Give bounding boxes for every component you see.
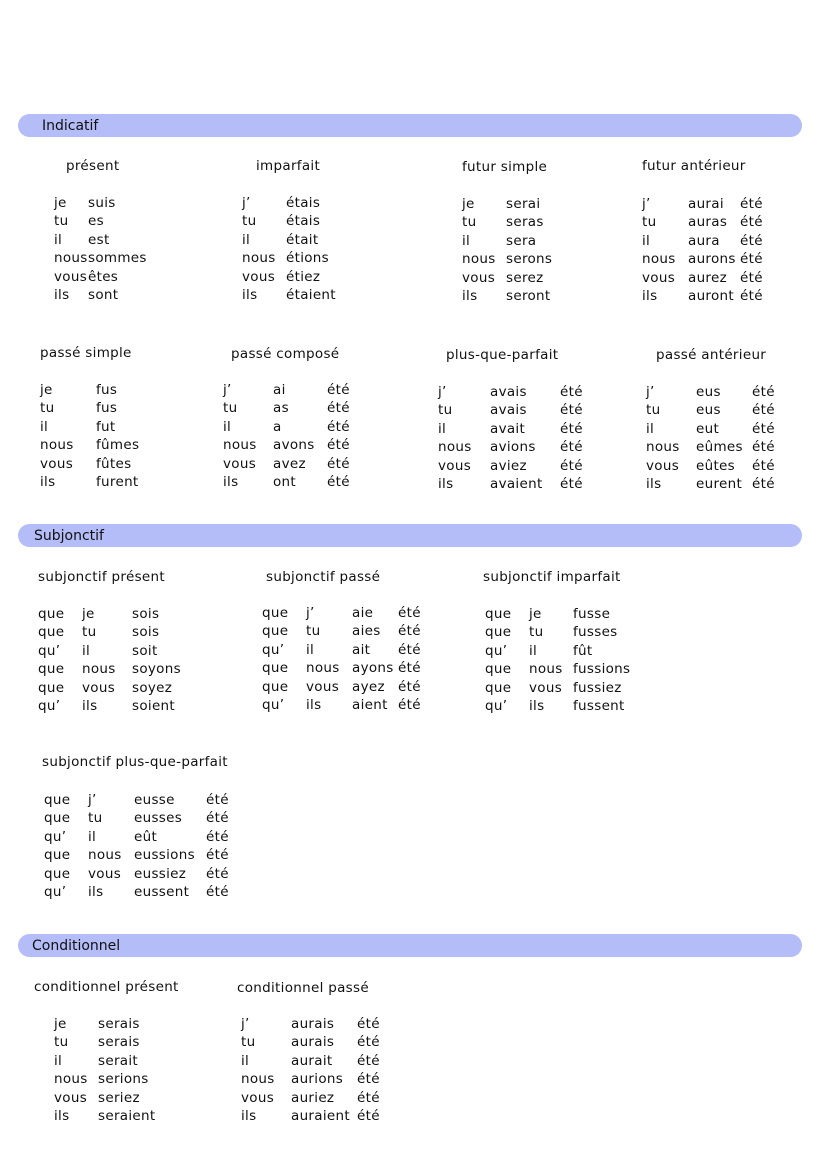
conjugation-cell: été <box>206 810 229 827</box>
conjugation-cell: tu <box>529 624 544 641</box>
conjugation-cell: qu’ <box>262 697 285 713</box>
conjugation-cell: vous <box>646 457 680 474</box>
tense-title: conditionnel présent <box>34 979 179 995</box>
conjugation-cell: je <box>82 606 95 622</box>
conjugation-cell: es <box>88 213 104 230</box>
conjugation-cell: étions <box>286 250 329 267</box>
conjugation-cell: j’ <box>306 605 315 621</box>
section-band-indicatif <box>18 114 802 137</box>
conjugation-cell: était <box>286 231 319 248</box>
conjugation-cell: tu <box>242 213 257 230</box>
conjugation-cell: que <box>38 661 65 678</box>
conjugation-cell: il <box>54 1052 63 1069</box>
conjugation-cell: ils <box>529 698 545 714</box>
conjugation-cell: fût <box>573 642 593 659</box>
conjugation-cell: furent <box>96 474 139 490</box>
conjugation-cell: ils <box>88 884 104 900</box>
conjugation-cell: été <box>327 437 350 454</box>
conjugation-cell: tu <box>438 402 453 419</box>
conjugation-cell: été <box>327 400 350 417</box>
conjugation-cell: tu <box>646 402 661 419</box>
tense-title: subjonctif passé <box>266 569 381 585</box>
conjugation-cell: nous <box>438 439 472 456</box>
conjugation-cell: suis <box>88 195 116 211</box>
conjugation-cell: avaient <box>490 476 543 492</box>
conjugation-cell: vous <box>642 269 676 286</box>
conjugation-cell: êtes <box>88 268 119 285</box>
conjugation-cell: eurent <box>696 476 743 492</box>
tense-title: passé composé <box>231 346 340 362</box>
conjugation-cell: nous <box>462 251 496 268</box>
conjugation-cell: été <box>740 214 763 231</box>
section-band-conditionnel <box>18 934 802 957</box>
conjugation-cell: nous <box>529 661 563 678</box>
conjugation-cell: que <box>38 679 65 696</box>
conjugation-cell: étais <box>286 213 321 230</box>
conjugation-cell: auras <box>688 214 728 231</box>
conjugation-cell: tu <box>223 400 238 417</box>
conjugation-cell: seriez <box>98 1089 140 1106</box>
conjugation-cell: eût <box>134 828 158 845</box>
conjugation-cell: vous <box>82 679 116 696</box>
conjugation-cell: nous <box>642 251 676 268</box>
conjugation-cell: que <box>262 605 289 621</box>
tense-title: conditionnel passé <box>237 980 369 996</box>
conjugation-cell: serai <box>506 196 541 212</box>
conjugation-cell: il <box>54 231 63 248</box>
conjugation-cell: tu <box>54 213 69 230</box>
conjugation-cell: auront <box>688 288 734 304</box>
conjugation-cell: j’ <box>646 384 655 400</box>
section-band-subjonctif <box>18 524 802 547</box>
conjugation-cell: nous <box>241 1071 275 1088</box>
conjugation-cell: été <box>740 196 763 212</box>
conjugation-cell: serais <box>98 1016 140 1032</box>
conjugation-cell: été <box>560 439 583 456</box>
conjugation-cell: nous <box>54 250 88 267</box>
conjugation-cell: avais <box>490 384 527 400</box>
tense-title: subjonctif présent <box>38 569 165 585</box>
conjugation-cell: fusse <box>573 606 611 622</box>
conjugation-cell: aurez <box>688 269 727 286</box>
conjugation-cell: serait <box>98 1052 139 1069</box>
conjugation-cell: que <box>44 865 71 882</box>
conjugation-cell: je <box>40 382 53 398</box>
conjugation-cell: vous <box>88 865 122 882</box>
conjugation-cell: nous <box>82 661 116 678</box>
conjugation-cell: qu’ <box>44 828 67 845</box>
conjugation-cell: que <box>485 624 512 641</box>
conjugation-cell: avait <box>490 420 526 437</box>
conjugation-cell: j’ <box>438 384 447 400</box>
conjugation-cell: ayons <box>352 660 394 677</box>
conjugation-cell: été <box>740 269 763 286</box>
conjugation-cell: aurais <box>291 1034 335 1051</box>
conjugation-cell: ils <box>642 288 658 304</box>
conjugation-cell: serais <box>98 1034 140 1051</box>
conjugation-cell: avions <box>490 439 536 456</box>
conjugation-cell: étais <box>286 195 321 211</box>
conjugation-cell: je <box>462 196 475 212</box>
conjugation-cell: tu <box>88 810 103 827</box>
conjugation-cell: été <box>327 418 350 435</box>
conjugation-cell: sont <box>88 287 119 303</box>
conjugation-cell: tu <box>642 214 657 231</box>
conjugation-cell: étiez <box>286 268 321 285</box>
conjugation-cell: été <box>560 457 583 474</box>
conjugation-cell: été <box>560 402 583 419</box>
conjugation-cell: vous <box>54 1089 88 1106</box>
conjugation-cell: été <box>206 847 229 864</box>
conjugation-cell: fusses <box>573 624 618 641</box>
conjugation-cell: été <box>327 474 350 490</box>
conjugation-cell: que <box>485 606 512 622</box>
conjugation-cell: été <box>357 1034 380 1051</box>
conjugation-cell: ils <box>40 474 56 490</box>
conjugation-cell: fut <box>96 418 116 435</box>
conjugation-cell: ayez <box>352 678 385 695</box>
conjugation-cell: aurais <box>291 1016 335 1032</box>
conjugation-cell: été <box>752 420 775 437</box>
conjugation-cell: été <box>357 1016 380 1032</box>
conjugation-cell: eûmes <box>696 439 743 456</box>
conjugation-cell: eus <box>696 402 721 419</box>
conjugation-cell: sommes <box>88 250 147 267</box>
conjugation-cell: serons <box>506 251 553 268</box>
conjugation-cell: été <box>740 232 763 249</box>
conjugation-cell: j’ <box>223 382 232 398</box>
conjugation-cell: il <box>529 642 538 659</box>
conjugation-cell: j’ <box>88 792 97 808</box>
conjugation-cell: aura <box>688 232 720 249</box>
conjugation-cell: il <box>223 418 232 435</box>
conjugation-cell: été <box>560 384 583 400</box>
conjugation-cell: je <box>54 1016 67 1032</box>
conjugation-cell: été <box>206 828 229 845</box>
conjugation-cell: eut <box>696 420 720 437</box>
conjugation-cell: vous <box>241 1089 275 1106</box>
conjugation-cell: j’ <box>241 1016 250 1032</box>
conjugation-cell: seras <box>506 214 544 231</box>
conjugation-cell: soient <box>132 698 175 714</box>
conjugation-cell: nous <box>88 847 122 864</box>
conjugation-cell: je <box>529 606 542 622</box>
conjugation-cell: qu’ <box>44 884 67 900</box>
conjugation-cell: que <box>262 623 289 640</box>
conjugation-cell: que <box>485 679 512 696</box>
conjugation-cell: qu’ <box>485 642 508 659</box>
conjugation-cell: été <box>398 660 421 677</box>
conjugation-cell: qu’ <box>485 698 508 714</box>
tense-title: passé simple <box>40 345 132 361</box>
conjugation-cell: été <box>398 623 421 640</box>
conjugation-cell: ont <box>273 474 297 490</box>
conjugation-cell: été <box>752 439 775 456</box>
conjugation-cell: sera <box>506 232 537 249</box>
conjugation-cell: que <box>44 847 71 864</box>
conjugation-cell: il <box>88 828 97 845</box>
conjugation-cell: fus <box>96 382 118 398</box>
conjugation-cell: été <box>740 251 763 268</box>
conjugation-cell: aient <box>352 697 388 713</box>
conjugation-cell: il <box>642 232 651 249</box>
tense-title: passé antérieur <box>656 347 767 363</box>
conjugation-cell: été <box>398 605 421 621</box>
conjugation-cell: été <box>398 641 421 658</box>
conjugation-cell: qu’ <box>38 698 61 714</box>
conjugation-cell: ils <box>54 287 70 303</box>
conjugation-cell: vous <box>438 457 472 474</box>
conjugation-cell: avons <box>273 437 315 454</box>
conjugation-cell: fussiez <box>573 679 622 696</box>
tense-title: présent <box>66 158 120 174</box>
conjugation-cell: aviez <box>490 457 527 474</box>
conjugation-cell: nous <box>223 437 257 454</box>
conjugation-cell: nous <box>306 660 340 677</box>
conjugation-cell: aie <box>352 605 374 621</box>
conjugation-cell: été <box>560 476 583 492</box>
conjugation-cell: auriez <box>291 1089 335 1106</box>
conjugation-cell: ils <box>462 288 478 304</box>
conjugation-cell: avais <box>490 402 527 419</box>
conjugation-cell: il <box>82 642 91 659</box>
conjugation-cell: ils <box>242 287 258 303</box>
conjugation-cell: que <box>38 624 65 641</box>
tense-title: plus-que-parfait <box>446 347 559 363</box>
conjugation-cell: fûtes <box>96 455 132 472</box>
conjugation-cell: été <box>398 678 421 695</box>
conjugation-cell: sois <box>132 606 160 622</box>
conjugation-cell: été <box>752 402 775 419</box>
conjugation-cell: qu’ <box>38 642 61 659</box>
conjugation-cell: qu’ <box>262 641 285 658</box>
conjugation-cell: ils <box>438 476 454 492</box>
conjugation-cell: il <box>241 1052 250 1069</box>
conjugation-cell: été <box>357 1089 380 1106</box>
tense-title: imparfait <box>256 158 321 174</box>
conjugation-cell: fûmes <box>96 437 140 454</box>
conjugation-cell: ils <box>82 698 98 714</box>
conjugation-cell: il <box>306 641 315 658</box>
conjugation-cell: ils <box>646 476 662 492</box>
conjugation-cell: été <box>560 420 583 437</box>
conjugation-cell: ils <box>54 1108 70 1124</box>
conjugation-cell: vous <box>242 268 276 285</box>
conjugation-cell: que <box>44 810 71 827</box>
tense-title: futur antérieur <box>642 158 746 174</box>
conjugation-cell: tu <box>306 623 321 640</box>
conjugation-cell: été <box>740 288 763 304</box>
conjugation-cell: tu <box>40 400 55 417</box>
conjugation-cell: tu <box>241 1034 256 1051</box>
conjugation-cell: eussent <box>134 884 190 900</box>
conjugation-cell: ai <box>273 382 286 398</box>
conjugation-cell: auraient <box>291 1108 350 1124</box>
conjugation-cell: été <box>752 457 775 474</box>
conjugation-cell: été <box>357 1052 380 1069</box>
conjugation-cell: ils <box>223 474 239 490</box>
conjugation-cell: fussent <box>573 698 625 714</box>
conjugation-cell: été <box>206 792 229 808</box>
conjugation-cell: été <box>357 1108 380 1124</box>
conjugation-cell: je <box>54 195 67 211</box>
conjugation-cell: que <box>262 660 289 677</box>
conjugation-cell: eussiez <box>134 865 187 882</box>
conjugation-cell: avez <box>273 455 306 472</box>
conjugation-cell: aurai <box>688 196 724 212</box>
conjugation-cell: ils <box>241 1108 257 1124</box>
conjugation-cell: été <box>206 884 229 900</box>
conjugation-cell: été <box>357 1071 380 1088</box>
conjugation-cell: aurons <box>688 251 736 268</box>
conjugation-cell: serez <box>506 269 544 286</box>
conjugation-cell: vous <box>223 455 257 472</box>
conjugation-cell: vous <box>40 455 74 472</box>
conjugation-cell: que <box>485 661 512 678</box>
tense-title: futur simple <box>462 159 548 175</box>
conjugation-cell: fus <box>96 400 118 417</box>
conjugation-cell: soyons <box>132 661 181 678</box>
section-title: Subjonctif <box>34 528 104 544</box>
conjugation-cell: vous <box>54 268 88 285</box>
conjugation-cell: a <box>273 418 282 435</box>
conjugation-cell: été <box>752 476 775 492</box>
conjugation-cell: eûtes <box>696 457 735 474</box>
conjugation-cell: j’ <box>242 195 251 211</box>
conjugation-cell: été <box>206 865 229 882</box>
conjugation-cell: ait <box>352 641 371 658</box>
conjugation-cell: été <box>752 384 775 400</box>
conjugation-cell: il <box>242 231 251 248</box>
conjugation-cell: eusse <box>134 792 175 808</box>
conjugation-cell: as <box>273 400 289 417</box>
conjugation-cell: que <box>262 678 289 695</box>
conjugation-cell: que <box>38 606 65 622</box>
conjugation-cell: que <box>44 792 71 808</box>
conjugation-cell: il <box>40 418 49 435</box>
conjugation-cell: vous <box>462 269 496 286</box>
conjugation-cell: tu <box>54 1034 69 1051</box>
tense-title: subjonctif plus-que-parfait <box>42 754 228 770</box>
conjugation-cell: nous <box>54 1071 88 1088</box>
conjugation-cell: il <box>462 232 471 249</box>
conjugation-cell: tu <box>462 214 477 231</box>
conjugation-cell: nous <box>646 439 680 456</box>
conjugation-cell: sois <box>132 624 160 641</box>
conjugation-cell: vous <box>306 678 340 695</box>
conjugation-cell: été <box>327 455 350 472</box>
conjugation-cell: eus <box>696 384 721 400</box>
conjugation-cell: soyez <box>132 679 173 696</box>
conjugation-cell: nous <box>242 250 276 267</box>
conjugation-cell: été <box>398 697 421 713</box>
conjugation-cell: il <box>646 420 655 437</box>
conjugation-cell: j’ <box>642 196 651 212</box>
conjugation-cell: nous <box>40 437 74 454</box>
conjugation-cell: seront <box>506 288 551 304</box>
conjugation-cell: été <box>327 382 350 398</box>
conjugation-cell: fussions <box>573 661 631 678</box>
conjugation-cell: serions <box>98 1071 149 1088</box>
conjugation-cell: ils <box>306 697 322 713</box>
conjugation-cell: vous <box>529 679 563 696</box>
conjugation-cell: aurions <box>291 1071 344 1088</box>
tense-title: subjonctif imparfait <box>483 569 621 585</box>
conjugation-cell: seraient <box>98 1108 156 1124</box>
conjugation-cell: aies <box>352 623 381 640</box>
conjugation-cell: aurait <box>291 1052 333 1069</box>
conjugation-cell: eusses <box>134 810 183 827</box>
section-title: Indicatif <box>42 118 99 134</box>
conjugation-cell: est <box>88 231 110 248</box>
conjugation-cell: tu <box>82 624 97 641</box>
conjugation-cell: il <box>438 420 447 437</box>
conjugation-cell: soit <box>132 642 158 659</box>
conjugation-cell: étaient <box>286 287 336 303</box>
conjugation-cell: eussions <box>134 847 195 864</box>
section-title: Conditionnel <box>32 938 121 954</box>
